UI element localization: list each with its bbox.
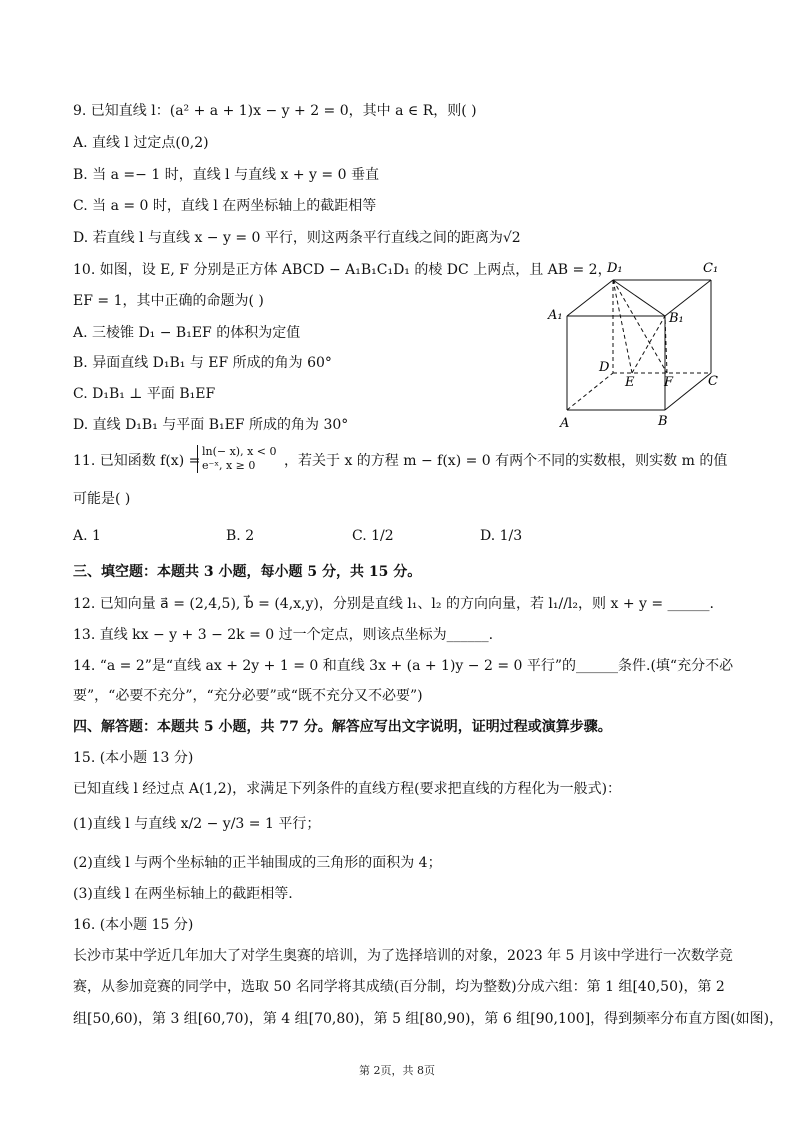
edge-ad-hidden — [567, 373, 613, 410]
label-a: A — [560, 416, 570, 431]
q11-option-c: C. 1/2 — [352, 528, 394, 544]
q16-line1: 长沙市某中学近几年加大了对学生奥赛的培训，为了选择培训的对象，2023 年 5 月该中学进行一次数学竞 — [73, 948, 733, 964]
q14-line1: 14. “a = 2”是“直线 ax + 2y + 1 = 0 和直线 3x + (a + 1)y − 2 = 0 平行”的______条件.(填“充分不必 — [73, 658, 734, 674]
label-a1: A₁ — [548, 308, 563, 323]
edge-a1d1 — [567, 280, 613, 316]
q15-part2: (2)直线 l 与两个坐标轴的正半轴围成的三角形的面积为 4； — [73, 855, 442, 871]
q11-option-b: B. 2 — [226, 528, 255, 544]
q15-title: 15. (本小题 13 分) — [73, 750, 194, 766]
cube-figure — [540, 258, 740, 438]
edge-d1e-hidden — [613, 280, 632, 373]
label-c: C — [708, 374, 718, 389]
page-footer: 第 2页，共 8页 — [359, 1064, 435, 1077]
label-d: D — [599, 360, 610, 375]
q10-option-d: D. 直线 D₁B₁ 与平面 B₁EF 所成的角为 30° — [73, 417, 349, 433]
section-solve-heading: 四、解答题：本题共 5 小题，共 77 分。解答应写出文字说明，证明过程或演算步骤。 — [73, 719, 612, 735]
q15-stem: 已知直线 l 经过点 A(1,2)，求满足下列条件的直线方程(要求把直线的方程化为一般式)： — [73, 781, 622, 797]
q16-line3: 组[50,60)，第 3 组[60,70)，第 4 组[70,80)，第 5 组[80,90)，第 6 组[90,100]，得到频率分布直方图(如图)， — [73, 1011, 784, 1027]
edge-eb1-hidden — [632, 316, 665, 373]
q12-text: 12. 已知向量 a⃗ = (2,4,5), b⃗ = (4,x,y)，分别是直线 l₁、l₂ 的方向向量，若 l₁//l₂，则 x + y = ______. — [73, 596, 714, 612]
q14-line2: 要”，“必要不充分”，“充分必要”或“既不充分又不必要”) — [73, 688, 423, 704]
q11-case1: ln(− x), x < 0 — [202, 445, 277, 458]
q15-part3: (3)直线 l 在两坐标轴上的截距相等. — [73, 886, 293, 902]
edge-d1b1 — [613, 280, 665, 316]
q10-stem-line2: EF = 1，其中正确的命题为( ) — [73, 293, 264, 309]
q10-option-a: A. 三棱锥 D₁ − B₁EF 的体积为定值 — [73, 325, 301, 341]
label-c1: C₁ — [703, 261, 719, 276]
q11-case2: e⁻ˣ, x ≥ 0 — [202, 459, 256, 472]
q11-stem-post: ，若关于 x 的方程 m − f(x) = 0 有两个不同的实数根，则实数 m 的值 — [284, 453, 728, 469]
q10-option-c: C. D₁B₁ ⊥ 平面 B₁EF — [73, 386, 216, 402]
q9-option-b: B. 当 a =− 1 时，直线 l 与直线 x + y = 0 垂直 — [73, 167, 379, 183]
label-b: B — [658, 414, 668, 429]
q9-option-c: C. 当 a = 0 时，直线 l 在两坐标轴上的截距相等 — [73, 198, 377, 214]
label-e: E — [625, 375, 635, 390]
q10-stem-line1: 10. 如图，设 E, F 分别是正方体 ABCD − A₁B₁C₁D₁ 的棱 DC 上两点，且 AB = 2， — [73, 262, 612, 278]
section-fill-in-heading: 三、填空题：本题共 3 小题，每小题 5 分，共 15 分。 — [73, 564, 422, 580]
q15-part1: (1)直线 l 与直线 x/2 − y/3 = 1 平行； — [73, 816, 321, 832]
q11-option-a: A. 1 — [73, 528, 101, 544]
q11-stem-pre: 11. 已知函数 f(x) = — [73, 453, 201, 469]
q9-option-d: D. 若直线 l 与直线 x − y = 0 平行，则这两条平行直线之间的距离为√2 — [73, 230, 521, 246]
q16-title: 16. (本小题 15 分) — [73, 917, 194, 933]
q9-stem: 9. 已知直线 l：(a² + a + 1)x − y + 2 = 0，其中 a ∈ R，则( ) — [73, 103, 477, 119]
q10-option-b: B. 异面直线 D₁B₁ 与 EF 所成的角为 60° — [73, 355, 332, 371]
label-b1: B₁ — [669, 311, 684, 326]
q9-option-a: A. 直线 l 过定点(0,2) — [73, 135, 209, 151]
label-f: F — [664, 375, 674, 390]
q11-option-d: D. 1/3 — [480, 528, 523, 544]
q11-piecewise — [197, 445, 277, 473]
q11-stem-line2: 可能是( ) — [73, 491, 131, 507]
q13-text: 13. 直线 kx − y + 3 − 2k = 0 过一个定点，则该点坐标为______. — [73, 627, 494, 643]
q16-line2: 赛，从参加竞赛的同学中，选取 50 名同学将其成绩(百分制，均为整数)分成六组：第 1 组[40,50)，第 2 — [73, 979, 725, 995]
label-d1: D₁ — [607, 261, 623, 276]
